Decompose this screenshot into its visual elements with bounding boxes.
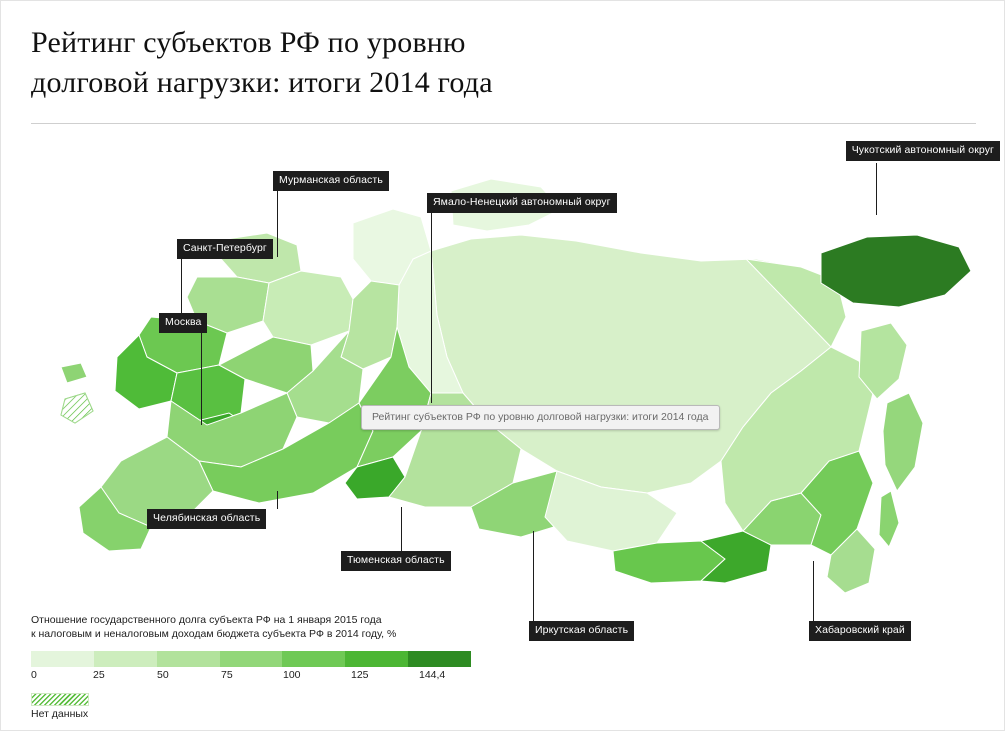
page-title [31, 23, 791, 103]
legend-tick-6: 144,4 [419, 669, 446, 681]
legend-nodata-text-row [31, 708, 501, 720]
callout-yanao: Ямало-Ненецкий автономный округ [427, 193, 617, 213]
callout-chukotka: Чукотский автономный округ [846, 141, 1000, 161]
legend-swatch-2 [157, 651, 220, 667]
callout-tyumen: Тюменская область [341, 551, 451, 571]
legend-color-scale [31, 651, 471, 667]
leader-tyumen [401, 507, 402, 551]
title-divider [31, 123, 976, 124]
region-arkhangelsk [263, 271, 353, 345]
legend-swatch-0 [31, 651, 94, 667]
legend-tick-5: 125 [351, 669, 369, 681]
legend-swatch-6 [408, 651, 471, 667]
page-title-line-2: долговой нагрузки: итоги 2014 года [31, 66, 493, 99]
leader-chukotka [876, 163, 877, 215]
leader-chelyabinsk [277, 491, 278, 509]
legend-tick-0: 0 [31, 669, 37, 681]
legend-tick-4: 100 [283, 669, 301, 681]
leader-irkutsk [533, 531, 534, 621]
leader-spb [181, 259, 182, 317]
page-title-line-1: Рейтинг субъектов РФ по уровню [31, 26, 466, 59]
leader-moscow [201, 333, 202, 425]
legend-tick-1: 25 [93, 669, 105, 681]
callout-murmansk: Мурманская область [273, 171, 389, 191]
legend-tick-3: 75 [221, 669, 233, 681]
leader-khabarovsk [813, 561, 814, 621]
legend-swatch-1 [94, 651, 157, 667]
legend-tick-2: 50 [157, 669, 169, 681]
callout-spb: Санкт-Петербург [177, 239, 273, 259]
legend-swatch-5 [345, 651, 408, 667]
legend-nodata-swatch [31, 693, 89, 706]
map-tooltip: Рейтинг субъектов РФ по уровню долговой нагрузки: итоги 2014 года [361, 405, 720, 430]
callout-chelyabinsk: Челябинская область [147, 509, 266, 529]
legend [31, 613, 501, 720]
leader-yanao [431, 213, 432, 403]
legend-nodata-label: Нет данных [31, 708, 89, 720]
callout-moscow: Москва [159, 313, 207, 333]
legend-caption-line-2: к налоговым и неналоговым доходам бюджета субъекта РФ в 2014 году, % [31, 628, 397, 640]
legend-swatch-3 [220, 651, 283, 667]
legend-nodata [31, 693, 501, 706]
legend-caption-line-1: Отношение государственного долга субъекта РФ на 1 января 2015 года [31, 614, 382, 626]
leader-murmansk [277, 191, 278, 257]
legend-swatch-4 [282, 651, 345, 667]
legend-tick-labels [31, 669, 501, 683]
callout-khabarovsk: Хабаровский край [809, 621, 911, 641]
callout-irkutsk: Иркутская область [529, 621, 634, 641]
